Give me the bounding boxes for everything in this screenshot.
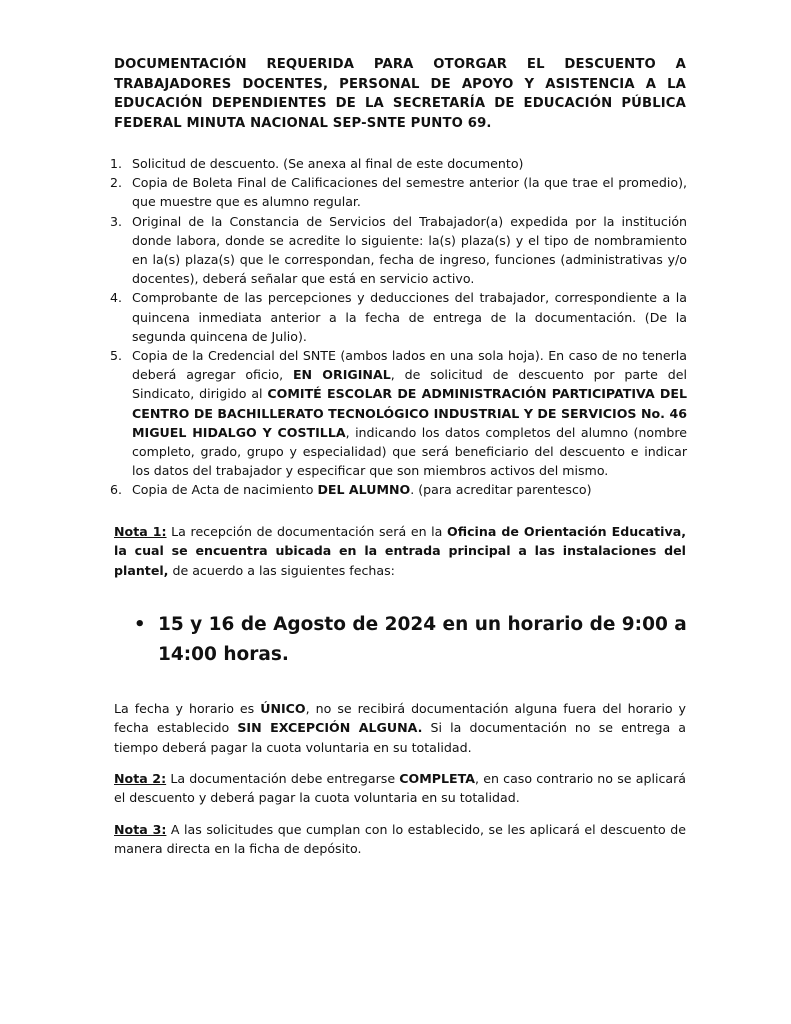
requirements-list bbox=[110, 154, 687, 500]
nota-1-text-end: de acuerdo a las siguientes fechas: bbox=[168, 562, 395, 578]
nota-2-text: La documentación debe entregarse bbox=[166, 771, 400, 786]
list-item bbox=[110, 288, 687, 346]
list-item bbox=[110, 173, 687, 211]
item-text-bold: EN ORIGINAL bbox=[292, 367, 391, 383]
item-text: Original de la Constancia de Servicios del Trabajador(a) expedida por la institución donde labora, donde se acredite lo siguiente: la(s) plaza(s) y el tipo de nombramiento en la(s) plaza(s) que le correspondan, fecha de ingreso, funciones (administrativas y/o docentes), deberá señalar que está en servicio activo. bbox=[132, 213, 687, 287]
para-bold: ÚNICO bbox=[260, 701, 306, 716]
item-text-bold: DEL ALUMNO bbox=[317, 482, 411, 498]
nota-2-bold: COMPLETA bbox=[399, 771, 475, 786]
list-item bbox=[110, 154, 687, 173]
item-number: 6. bbox=[110, 482, 123, 498]
item-text: Copia de Boleta Final de Calificaciones del semestre anterior (la que trae el promedio), que muestre que es alumno regular. bbox=[132, 175, 687, 210]
list-item bbox=[110, 346, 687, 480]
item-text: Solicitud de descuento. (Se anexa al final de este documento) bbox=[132, 156, 524, 171]
nota-3 bbox=[114, 820, 686, 859]
nota-2-text: , en caso contrario no se aplicará el descuento y deberá pagar la cuota voluntaria en su totalidad. bbox=[114, 771, 686, 806]
schedule-bullet bbox=[134, 610, 694, 670]
item-number: 1. bbox=[110, 156, 123, 171]
item-number: 5. bbox=[110, 348, 123, 364]
document-title: DOCUMENTACIÓN REQUERIDA PARA OTORGAR EL DESCUENTO A TRABAJADORES DOCENTES, PERSONAL DE APOYO Y ASISTENCIA A LA EDUCACIÓN DEPENDIENTES DE LA SECRETARÍA DE EDUCACIÓN PÚBLICA FEDERAL MINUTA NACIONAL SEP-SNTE PUNTO 69. bbox=[114, 57, 686, 131]
para-text: Si la documentación no se entrega a tiempo deberá pagar la cuota voluntaria en su totalidad. bbox=[114, 720, 687, 755]
item-number: 3. bbox=[110, 213, 123, 229]
list-item bbox=[110, 480, 687, 499]
para-text: La fecha y horario es bbox=[114, 701, 261, 716]
item-number: 2. bbox=[110, 175, 123, 191]
nota-1-location: , la cual se encuentra ubicada en la entrada principal a las instalaciones del plantel, bbox=[114, 524, 686, 578]
schedule-text: 15 y 16 de Agosto de 2024 en un horario de 9:00 a 14:00 horas. bbox=[158, 614, 687, 665]
nota-1-office: Oficina de Orientación Educativa bbox=[447, 524, 682, 539]
nota-3-label: Nota 3: bbox=[114, 822, 167, 837]
nota-1-text: La recepción de documentación será en la bbox=[166, 524, 448, 539]
item-text: . (para acreditar parentesco) bbox=[410, 482, 592, 498]
para-bold: SIN EXCEPCIÓN ALGUNA. bbox=[237, 720, 423, 736]
item-text: Comprobante de las percepciones y deducciones del trabajador, correspondiente a la quincena inmediata anterior a la fecha de entrega de la documentación. (De la segunda quincena de Julio). bbox=[132, 290, 687, 344]
nota-1 bbox=[114, 522, 686, 580]
item-text-bold: COMITÉ ESCOLAR DE ADMINISTRACIÓN PARTICIPATIVA DEL CENTRO DE BACHILLERATO TECNOLÓGICO INDUSTRIAL Y DE SERVICIOS No. 46 MIGUEL HIDALGO Y COSTILLA bbox=[132, 386, 687, 440]
nota-1-label: Nota 1: bbox=[114, 524, 167, 539]
item-text: Copia de Acta de nacimiento bbox=[132, 482, 318, 498]
list-item bbox=[110, 212, 687, 289]
nota-3-text: A las solicitudes que cumplan con lo establecido, se les aplicará el descuento de manera directa en la ficha de depósito. bbox=[114, 822, 686, 857]
item-text: , indicando los datos completos del alumno (nombre completo, grado, grupo y especialidad) que será beneficiario del descuento e indicar los datos del trabajador y especificar que son miembros activos del mismo. bbox=[132, 424, 687, 479]
item-number: 4. bbox=[110, 290, 123, 306]
bullet-icon: • bbox=[134, 614, 146, 635]
schedule-paragraph bbox=[114, 699, 686, 757]
nota-2 bbox=[114, 769, 686, 808]
para-text: , no se recibirá documentación alguna fuera del horario y fecha establecido bbox=[114, 701, 687, 736]
item-text: Copia de la Credencial del SNTE (ambos lados en una sola hoja). En caso de no tenerla deberá agregar oficio, bbox=[132, 348, 687, 383]
nota-2-label: Nota 2: bbox=[114, 771, 167, 786]
item-text: , de solicitud de descuento por parte del Sindicato, dirigido al bbox=[132, 367, 687, 402]
